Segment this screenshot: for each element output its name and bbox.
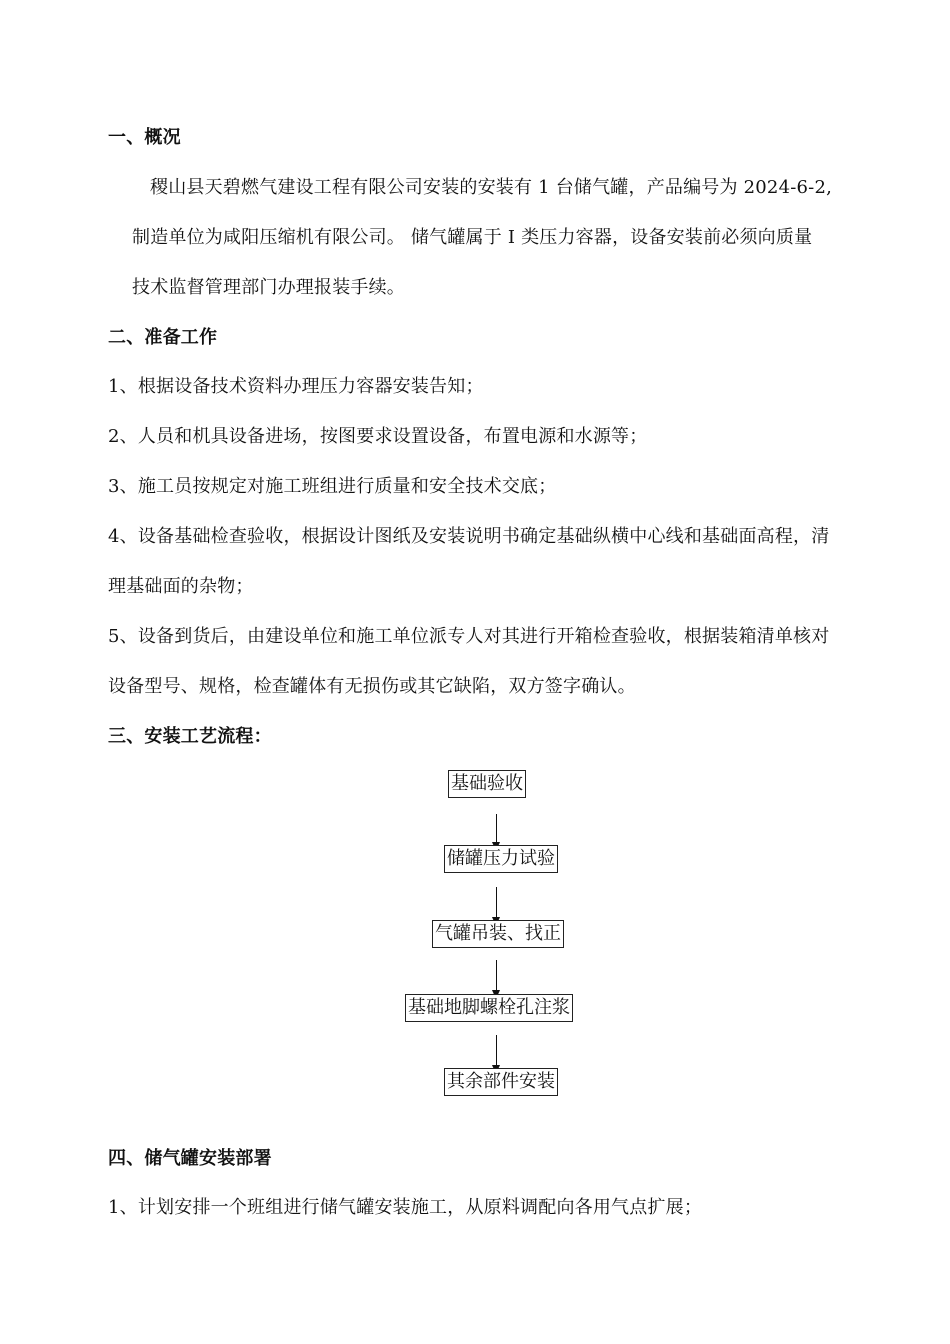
overview-paragraph-line: 稷山县天碧燃气建设工程有限公司安装的安装有 1 台储气罐，产品编号为 2024-6-2, — [150, 177, 833, 198]
section-heading-process-flow: 三、安装工艺流程： — [108, 726, 272, 747]
preparation-item: 5、设备到货后，由建设单位和施工单位派专人对其进行开箱检查验收，根据装箱清单核对 — [108, 626, 830, 647]
flow-step-anchor-grouting: 基础地脚螺栓孔注浆 — [405, 994, 573, 1022]
flow-step-hoisting-alignment: 气罐吊装、找正 — [432, 920, 564, 948]
preparation-item: 1、根据设备技术资料办理压力容器安装告知； — [108, 376, 484, 397]
preparation-item-continued: 设备型号、规格，检查罐体有无损伤或其它缺陷，双方签字确认。 — [108, 676, 636, 697]
flow-step-foundation-acceptance: 基础验收 — [448, 770, 526, 798]
section-heading-deployment: 四、储气罐安装部署 — [108, 1148, 272, 1169]
flow-step-pressure-test: 储罐压力试验 — [444, 845, 558, 873]
preparation-item: 2、人员和机具设备进场，按图要求设置设备，布置电源和水源等； — [108, 426, 648, 447]
preparation-item: 3、施工员按规定对施工班组进行质量和安全技术交底； — [108, 476, 557, 497]
flow-arrow-down — [496, 960, 497, 998]
section-heading-preparation: 二、准备工作 — [108, 327, 218, 348]
preparation-item: 4、设备基础检查验收，根据设计图纸及安装说明书确定基础纵横中心线和基础面高程，清 — [108, 526, 830, 547]
deployment-item: 1、计划安排一个班组进行储气罐安装施工，从原料调配向各用气点扩展； — [108, 1197, 703, 1218]
preparation-item-continued: 理基础面的杂物； — [108, 576, 254, 597]
flow-step-remaining-parts: 其余部件安装 — [444, 1068, 558, 1096]
overview-paragraph-line: 制造单位为咸阳压缩机有限公司。 储气罐属于 I 类压力容器，设备安装前必须向质量 — [132, 227, 813, 248]
section-heading-overview: 一、概况 — [108, 127, 181, 148]
overview-paragraph-line: 技术监督管理部门办理报装手续。 — [132, 277, 405, 298]
